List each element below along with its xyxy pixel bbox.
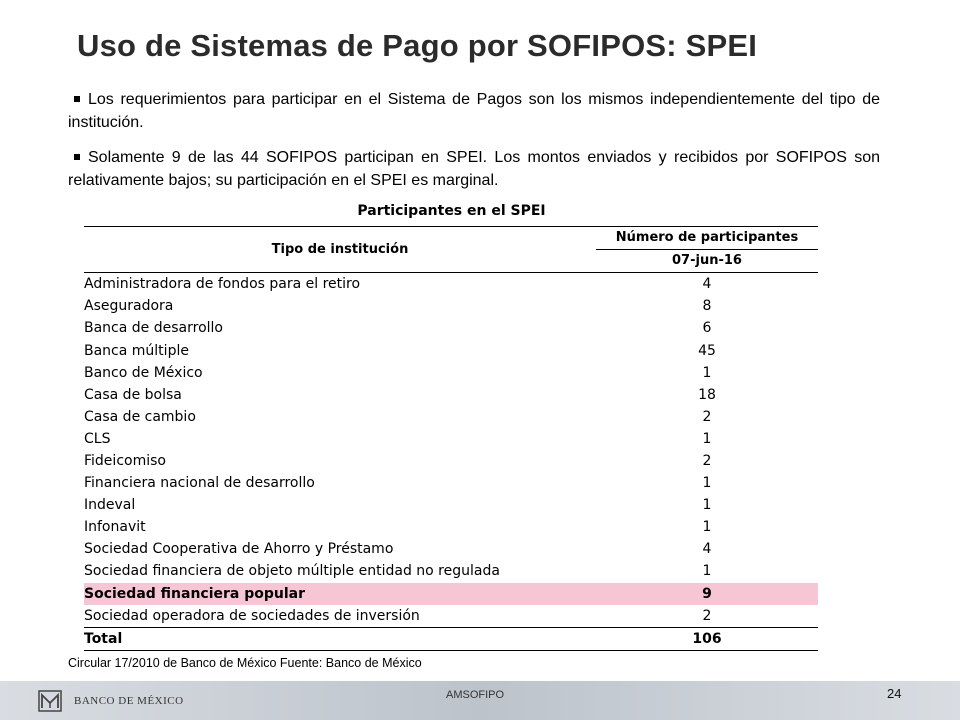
header-date: 07-jun-16 [596,250,818,273]
institution-type-cell: CLS [84,430,111,447]
participant-count-cell: 9 [596,583,818,605]
institution-type-cell: Casa de cambio [84,408,196,425]
source-note: Circular 17/2010 de Banco de México Fuente: Banco de México [68,656,422,670]
participant-count-cell: 1 [702,497,712,514]
table-row [84,516,818,538]
bullet-item [68,88,880,134]
table-row [84,384,818,406]
table-row [84,583,818,605]
table-row [84,538,818,560]
participant-count-cell: 4 [702,541,712,558]
bullet-item [68,146,880,192]
total-value: 106 [596,627,818,650]
square-bullet-icon [74,154,80,160]
total-label: Total [84,627,596,650]
institution-type-cell: Banca múltiple [84,342,189,359]
institution-type-cell: Sociedad financiera popular [84,583,596,605]
logo-text: BANCO DE MÉXICO [74,695,184,707]
bullet-list [68,88,880,204]
header-participant-count: Número de participantes [596,227,818,250]
institution-type-cell: Sociedad financiera de objeto múltiple entidad no regulada [84,563,500,580]
table-row [84,273,818,296]
table-row [84,428,818,450]
participant-count-cell: 8 [702,298,712,315]
header-institution-type: Tipo de institución [84,227,596,273]
participants-table [84,226,818,651]
institution-type-cell: Indeval [84,497,136,514]
institution-type-cell: Banca de desarrollo [84,320,223,337]
institution-type-cell: Infonavit [84,519,146,536]
institution-type-cell: Sociedad operadora de sociedades de inversión [84,607,420,624]
table-row [84,494,818,516]
institution-type-cell: Aseguradora [84,298,174,315]
table-row [84,450,818,472]
bullet-text: Solamente 9 de las 44 SOFIPOS participan en SPEI. Los montos enviados y recibidos por SOFIPOS son relativamente bajos; su participación en el SPEI es marginal. [68,149,880,189]
participant-count-cell: 1 [702,430,712,447]
banxico-logo-icon [38,690,68,718]
institution-type-cell: Banco de México [84,364,203,381]
page-number: 24 [887,686,902,701]
table-row [84,560,818,582]
table-row [84,339,818,361]
participant-count-cell: 1 [702,475,712,492]
participant-count-cell: 2 [702,452,712,469]
square-bullet-icon [74,96,80,102]
table-row [84,362,818,384]
total-row [84,627,818,650]
institution-type-cell: Sociedad Cooperativa de Ahorro y Préstamo [84,541,394,558]
participant-count-cell: 18 [698,386,716,403]
participant-count-cell: 1 [702,364,712,381]
participant-count-cell: 4 [702,276,712,293]
institution-type-cell: Administradora de fondos para el retiro [84,276,361,293]
participant-count-cell: 1 [702,519,712,536]
table-row [84,317,818,339]
bullet-text: Los requerimientos para participar en el Sistema de Pagos son los mismos independientemente del tipo de institución. [68,91,880,131]
participant-count-cell: 6 [702,320,712,337]
participant-count-cell: 2 [702,607,712,624]
table-row [84,406,818,428]
participant-count-cell: 2 [702,408,712,425]
institution-type-cell: Financiera nacional de desarrollo [84,475,315,492]
table-row [84,605,818,628]
institution-type-cell: Fideicomiso [84,452,166,469]
table-row [84,472,818,494]
slide-title: Uso de Sistemas de Pago por SOFIPOS: SPEI [77,28,758,63]
institution-type-cell: Casa de bolsa [84,386,182,403]
footer-center-text: AMSOFIPO [446,689,505,701]
table-row [84,295,818,317]
participant-count-cell: 1 [702,563,712,580]
table-body [84,273,818,628]
participant-count-cell: 45 [698,342,716,359]
table-title: Participantes en el SPEI [357,203,546,219]
